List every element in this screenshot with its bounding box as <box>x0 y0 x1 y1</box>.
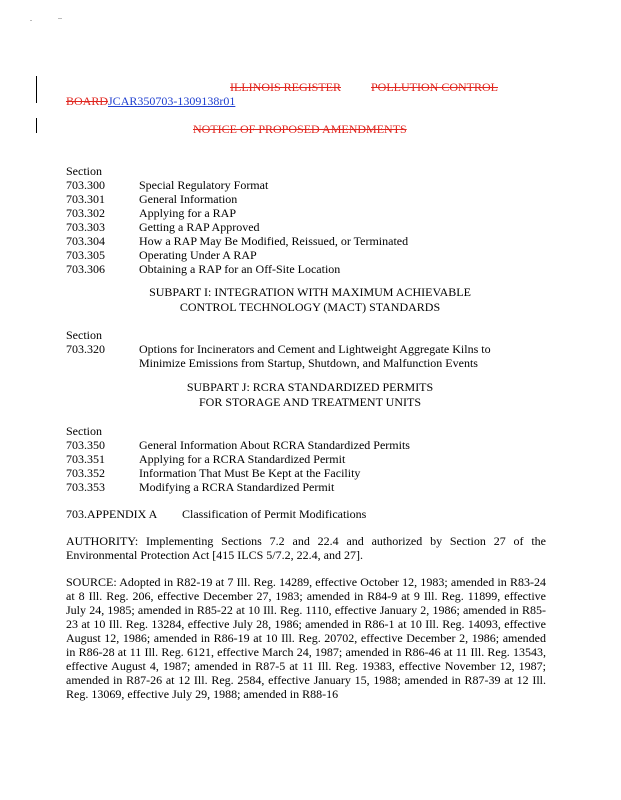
section-number: 703.353 <box>66 480 105 494</box>
section-title: Operating Under A RAP <box>139 248 257 262</box>
section-title: Modifying a RCRA Standardized Permit <box>139 480 335 494</box>
source-paragraph: SOURCE: Adopted in R82-19 at 7 Ill. Reg. 14289, effective October 12, 1983; amended in R83-24 at 8 Ill. Reg. 206, effective December 27, 1983; amended in R84-9 at 9 Ill. Reg. 11899, effective July 24, 1985; amended in R85-22 at 10 Ill. Reg. 1110, effective January 2, 1986; amended in R85-23 at 10 Ill. Reg. 13284, effective July 28, 1986; amended in R86-1 at 10 Ill. Reg. 14093, effective August 12, 1986; amended in R86-19 at 10 Ill. Reg. 20702, effective December 2, 1986; amended in R86-28 at 11 Ill. Reg. 6121, effective March 24, 1987; amended in R86-46 at 11 Ill. Reg. 13543, effective August 4, 1987; amended in R87-5 at 11 Ill. Reg. 19383, effective November 12, 1987; amended in R87-26 at 12 Ill. Reg. 2584, effective January 15, 1988; amended in R87-39 at 12 Ill. Reg. 13069, effective July 29, 1988; amended in R88-16 <box>66 575 546 701</box>
subpart-j-line1: SUBPART J: RCRA STANDARDIZED PERMITS <box>186 380 434 394</box>
board-header-struck: POLLUTION CONTROL <box>371 80 498 94</box>
subpart-i-line1: SUBPART I: INTEGRATION WITH MAXIMUM ACHIEVABLE <box>149 285 471 299</box>
section-title: Options for Incinerators and Cement and Lightweight Aggregate Kilns to <box>139 342 491 356</box>
section-label: Section <box>66 424 102 438</box>
appendix-title: Classification of Permit Modifications <box>182 507 367 521</box>
register-header-struck: ILLINOIS REGISTER <box>230 80 341 94</box>
section-number: 703.320 <box>66 342 105 356</box>
section-number: 703.303 <box>66 220 105 234</box>
scan-artifact <box>58 18 62 19</box>
change-bar <box>36 76 37 103</box>
table-row <box>66 452 586 466</box>
section-number: 703.304 <box>66 234 105 248</box>
section-number: 703.302 <box>66 206 105 220</box>
section-title: Information That Must Be Kept at the Facility <box>139 466 361 480</box>
table-row <box>66 206 586 220</box>
section-title: Special Regulatory Format <box>139 178 269 192</box>
table-row <box>66 466 586 480</box>
subpart-j-line2: FOR STORAGE AND TREATMENT UNITS <box>198 395 422 409</box>
section-title: General Information About RCRA Standardized Permits <box>139 438 410 452</box>
section-title: Obtaining a RAP for an Off-Site Location <box>139 262 341 276</box>
section-title: How a RAP May Be Modified, Reissued, or Terminated <box>139 234 409 248</box>
table-row <box>66 220 586 234</box>
section-title: General Information <box>139 192 238 206</box>
section-title-continued: Minimize Emissions from Startup, Shutdown, and Malfunction Events <box>139 356 478 370</box>
authority-paragraph: AUTHORITY: Implementing Sections 7.2 and 22.4 and authorized by Section 27 of the Environmental Protection Act [415 ILCS 5/7.2, 22.4, and 27]. <box>66 534 546 562</box>
change-bar <box>36 118 37 133</box>
section-number: 703.305 <box>66 248 105 262</box>
section-title: Applying for a RCRA Standardized Permit <box>139 452 346 466</box>
subpart-i-heading <box>120 285 500 315</box>
section-title: Applying for a RAP <box>139 206 236 220</box>
notice-header-struck: NOTICE OF PROPOSED AMENDMENTS <box>193 122 407 136</box>
section-number: 703.301 <box>66 192 105 206</box>
table-row <box>66 248 586 262</box>
section-number: 703.300 <box>66 178 105 192</box>
section-label: Section <box>66 164 102 178</box>
subpart-i-line2: CONTROL TECHNOLOGY (MACT) STANDARDS <box>179 300 441 314</box>
section-number: 703.352 <box>66 466 105 480</box>
jcar-code: JCAR350703-1309138r01 <box>108 94 236 108</box>
section-number: 703.306 <box>66 262 105 276</box>
appendix-label: 703.APPENDIX A <box>66 507 158 521</box>
table-row <box>66 438 586 452</box>
board-line <box>66 94 235 108</box>
table-row <box>66 262 586 276</box>
table-row <box>66 480 586 494</box>
scan-artifact <box>30 20 32 21</box>
section-label: Section <box>66 328 102 342</box>
section-number: 703.351 <box>66 452 105 466</box>
table-row <box>66 178 586 192</box>
table-row <box>66 192 586 206</box>
subpart-j-heading <box>120 380 500 410</box>
section-title: Getting a RAP Approved <box>139 220 260 234</box>
section-number: 703.350 <box>66 438 105 452</box>
board-struck-continued: BOARD <box>66 94 109 108</box>
table-row <box>66 234 586 248</box>
